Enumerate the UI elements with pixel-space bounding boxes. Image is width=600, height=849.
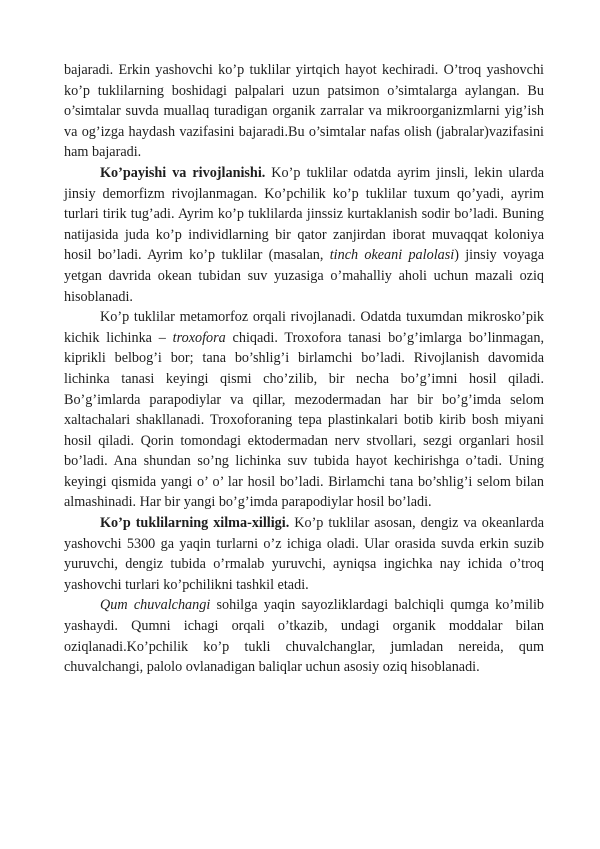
paragraph-text: bajaradi. Erkin yashovchi ko’p tuklilar yirtqich hayot kechiradi. O’troq yashovchi ko’p tuklilarning boshidagi palpalari uzun patsimon o’simtalarga aylangan. Bu o’simtalar suvda muallaq turadigan organik zarralar va mikroorganizmlarni yig’ish va og’izga haydash vazifasini bajaradi.Bu o’simtalar nafas olish (jabralar)vazifasini ham bajaradi. xyxy=(64,62,544,161)
section-heading-diversity: Ko’p tuklilarning xilma-xilligi. xyxy=(100,515,290,532)
italic-term: Qum chuvalchangi xyxy=(100,597,211,614)
paragraph-text: chiqadi. Troxofora tanasi bo’g’imlarga bo’linmagan, kiprikli belbog’i bor; tana bo’shlig’i birlamchi bo’ladi. Rivojlanish davomida lichinka tanasi keyingi qismi cho’zilib, bir necha bo’g’imni hosil qiladi. Bo’g’imlarda parapodiylar va qillar, mezodermadan har bir bo’g’imda selom xaltachalari shakllanadi. Troxoforaning tepa plastinkalari botib kirib bosh miyani hosil qiladi. Qorin tomondagi ektodermadan nerv stvollari, sezgi organlari hosil bo’ladi. Ana shundan so’ng lichinka suv tubida hayot kechirishga o’tadi. Uning keyingi qismida yangi o’ o’ lar hosil bo’ladi. Birlamchi tana bo’shlig’i selom bilan almashinadi. Har bir yangi bo’g’imda parapodiylar hosil bo’ladi. xyxy=(64,329,544,511)
paragraph-text: Ko’p tuklilar metamorfoz orqali rivojlanadi. Odatda tuxumdan mikrosko’pik kichik lichinka – xyxy=(64,309,544,346)
paragraph-diversity xyxy=(64,513,544,595)
paragraph-text: Ko’p tuklilar odatda ayrim jinsli, lekin ularda jinsiy demorfizm rivojlanmagan. Ko’pchilik ko’p tuklilar tuxum qo’yadi, ayrim turlari tirik tug’adi. Ayrim ko’p tuklilarda jinssiz kurtaklanish sodir bo’ladi. Buning natijasida juda ko’p individlarning bir qator zanjirdan iborat muvaqqat koloniya hosil bo’ladi. Ayrim ko’p tuklilar (masalan, xyxy=(64,164,544,264)
italic-term: tinch okeani palolasi xyxy=(329,247,455,264)
section-heading-reproduction: Ko’payishi va rivojlanishi. xyxy=(100,164,266,181)
paragraph-1 xyxy=(64,60,544,163)
italic-term: troxofora xyxy=(172,329,226,346)
paragraph-metamorphosis xyxy=(64,307,544,513)
paragraph-text: Ko’p tuklilar asosan, dengiz va okeanlarda yashovchi 5300 ga yaqin turlarni o’z ichiga oladi. Ular orasida suvda erkin suzib yuruvchi, dengiz tubida o’rmalab yuruvchi, ayniqsa ingichka nay ichida o’troq yashovchi turlari ko’pchilikni tashkil etadi. xyxy=(64,515,544,593)
paragraph-text: ) jinsiy voyaga yetgan davrida okean tubidan suv yuzasiga o’mahalliy aholi uchun mazali oziq hisoblanadi. xyxy=(64,247,544,305)
paragraph-reproduction xyxy=(64,163,544,307)
paragraph-lugworm xyxy=(64,595,544,677)
paragraph-text: sohilga yaqin sayozliklardagi balchiqli qumga ko’milib yashaydi. Qumni ichagi orqali o’tkazib, undagi organik moddalar bilan oziqlanadi.Ko’pchilik ko’p tukli chuvalchanglar, jumladan nereida, qum chuvalchangi, palolo ovlanadigan baliqlar uchun asosiy oziq hisoblanadi. xyxy=(64,597,544,676)
body-text xyxy=(64,60,544,678)
